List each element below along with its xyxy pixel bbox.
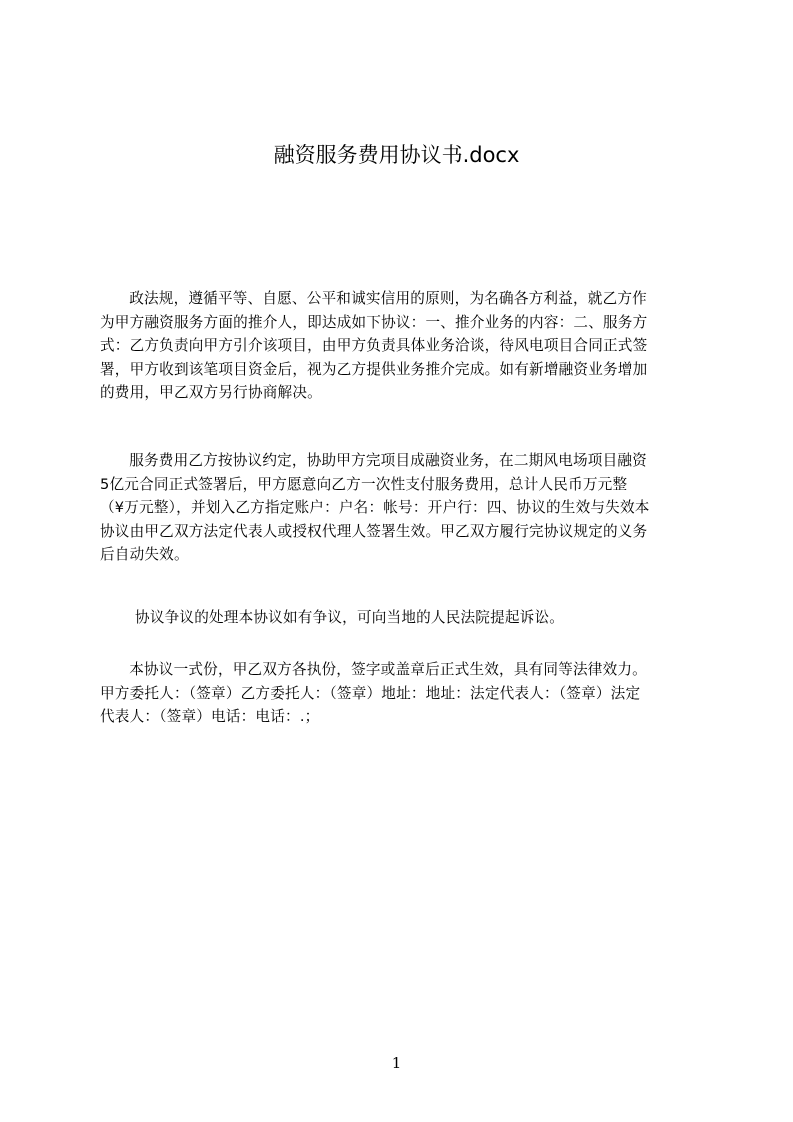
paragraph-line: 协议争议的处理本协议如有争议，可向当地的人民法院提起诉讼。: [135, 609, 565, 626]
paragraph-line: （¥万元整），并划入乙方指定账户：户名：帐号：开户行：四、协议的生效与失效本: [100, 499, 650, 516]
paragraph-2: [100, 449, 708, 567]
page-number: 1: [391, 1054, 402, 1072]
paragraph-line: 5亿元合同正式签署后，甲方愿意向乙方一次性支付服务费用，总计人民币万元整: [100, 475, 628, 493]
document-title: 融资服务费用协议书.docx: [273, 143, 520, 167]
paragraph-3: [100, 606, 708, 630]
paragraph-4: [100, 658, 708, 729]
paragraph-line: 协议由甲乙双方法定代表人或授权代理人签署生效。甲乙双方履行完协议规定的义务: [100, 522, 648, 540]
paragraph-line: 的费用，甲乙双方另行协商解决。: [100, 384, 322, 401]
paragraph-line: 后自动失效。: [100, 546, 189, 563]
paragraph-1: [100, 287, 708, 405]
paragraph-line: 代表人：（签章）电话：电话：.；: [100, 708, 320, 725]
paragraph-line: 式：乙方负责向甲方引介该项目，由甲方负责具体业务洽谈，待风电项目合同正式签: [100, 337, 648, 354]
paragraph-line: 为甲方融资服务方面的推介人，即达成如下协议：一、推介业务的内容：二、服务方: [100, 313, 648, 331]
paragraph-line: 甲方委托人：（签章）乙方委托人：（签章）地址：地址：法定代表人：（签章）法定: [100, 684, 641, 702]
paragraph-line: 本协议一式份，甲乙双方各执份，签字或盖章后正式生效，具有同等法律效力。: [129, 661, 647, 678]
paragraph-line: 服务费用乙方按协议约定，协助甲方完项目成融资业务，在二期风电场项目融资: [129, 452, 647, 469]
paragraph-line: 政法规，遵循平等、自愿、公平和诚实信用的原则，为名确各方利益，就乙方作: [129, 290, 647, 307]
paragraph-line: 署，甲方收到该笔项目资金后，视为乙方提供业务推介完成。如有新增融资业务增加: [100, 360, 648, 378]
